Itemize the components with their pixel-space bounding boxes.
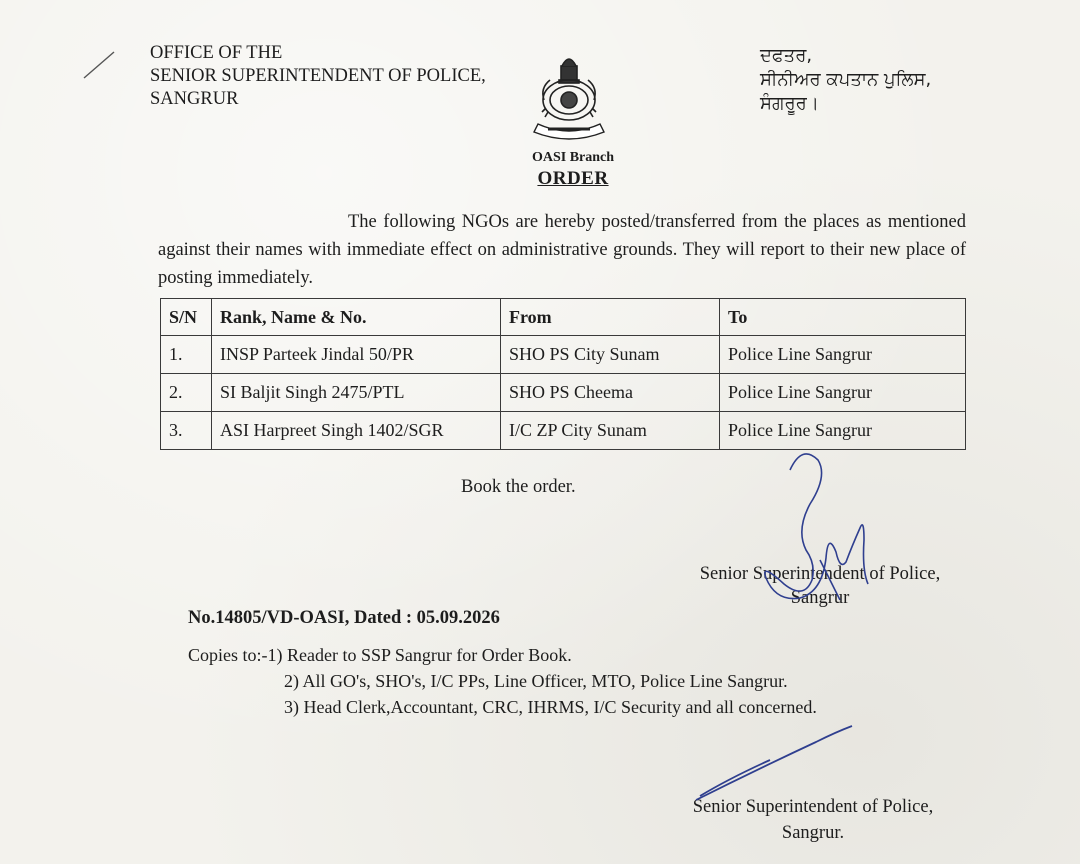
handwritten-signature-2	[696, 726, 852, 800]
header-from: From	[501, 299, 720, 336]
copies-list	[188, 642, 817, 720]
order-paragraph-text: The following NGOs are hereby posted/transferred from the places as mentioned against their names with immediate effect on administrative grounds. They will report to their new place of posting immediately.	[158, 212, 966, 288]
pen-stroke-mark	[84, 52, 114, 78]
table-row	[161, 412, 966, 450]
order-paragraph	[158, 208, 966, 292]
transfer-table	[160, 298, 966, 450]
police-emblem-icon	[528, 44, 610, 140]
cell-sn: 2.	[161, 374, 212, 412]
cell-rank-name: ASI Harpreet Singh 1402/SGR	[212, 412, 501, 450]
cell-sn: 3.	[161, 412, 212, 450]
signature-block-2	[683, 794, 943, 846]
branch-label: OASI Branch	[531, 150, 615, 165]
table-row	[161, 374, 966, 412]
cell-sn: 1.	[161, 336, 212, 374]
signatory-title: Senior Superintendent of Police,	[699, 564, 941, 584]
header-to: To	[720, 299, 966, 336]
office-heading-punjabi	[760, 44, 931, 116]
table-row	[161, 336, 966, 374]
header-sn: S/N	[161, 299, 212, 336]
copies-item-2: 2) All GO's, SHO's, I/C PPs, Line Officer, MTO, Police Line Sangrur.	[284, 671, 788, 691]
cell-from: SHO PS Cheema	[501, 374, 720, 412]
copies-item-3: 3) Head Clerk,Accountant, CRC, IHRMS, I/C Security and all concerned.	[284, 697, 817, 717]
book-order-text: Book the order.	[461, 477, 576, 497]
cell-to: Police Line Sangrur	[720, 374, 966, 412]
cell-from: I/C ZP City Sunam	[501, 412, 720, 450]
office-heading-english: OFFICE OF THE SENIOR SUPERINTENDENT OF POLICE, SANGRUR	[150, 43, 486, 109]
table-header-row	[161, 299, 966, 336]
order-title: ORDER	[537, 168, 609, 189]
signatory-title: Senior Superintendent of Police,	[692, 797, 934, 817]
signatory-place: Sangrur	[790, 588, 850, 608]
header-rank-name: Rank, Name & No.	[212, 299, 501, 336]
cell-from: SHO PS City Sunam	[501, 336, 720, 374]
punjabi-line-2: ਸੀਨੀਅਰ ਕਪਤਾਨ ਪੁਲਿਸ,	[760, 69, 932, 90]
punjabi-line-3: ਸੰਗਰੂਰ।	[760, 93, 819, 114]
cell-rank-name: INSP Parteek Jindal 50/PR	[212, 336, 501, 374]
reference-number: No.14805/VD-OASI, Dated : 05.09.2026	[188, 608, 500, 628]
signatory-place: Sangrur.	[781, 823, 845, 843]
signature-block-1	[690, 562, 950, 610]
copies-item-1: Copies to:-1) Reader to SSP Sangrur for Order Book.	[188, 645, 572, 665]
punjabi-line-1: ਦਫਤਰ,	[760, 45, 813, 66]
cell-to: Police Line Sangrur	[720, 412, 966, 450]
cell-rank-name: SI Baljit Singh 2475/PTL	[212, 374, 501, 412]
cell-to: Police Line Sangrur	[720, 336, 966, 374]
